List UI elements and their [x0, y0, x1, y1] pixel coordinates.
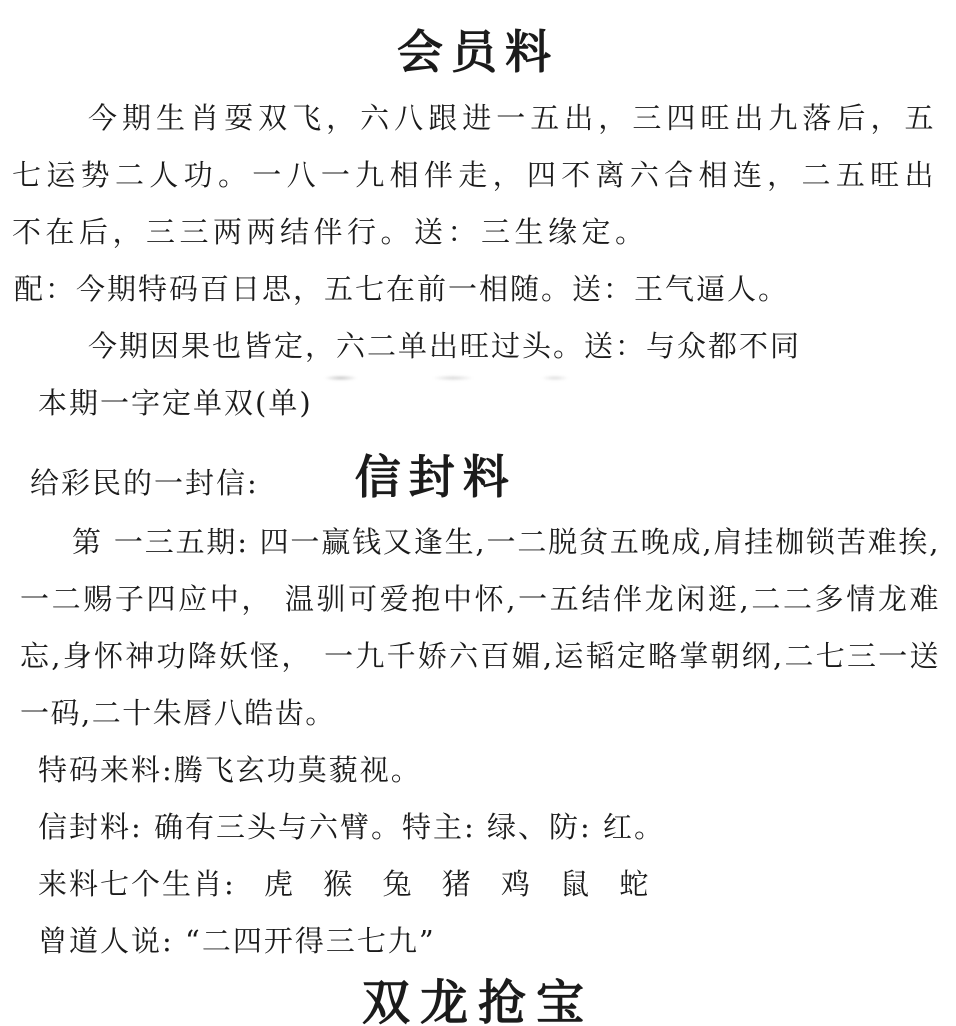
- zodiac-item-monkey: 猴: [323, 867, 355, 901]
- member-section-title: 会员料: [397, 25, 559, 79]
- member-line-yinguo: 今期因果也皆定，六二单出旺过头。送：与众都不同: [88, 329, 802, 363]
- member-paragraph: 今期生肖耍双飞，六八跟进一五出，三四旺出九落后，五七运势二人功。一八一九相伴走，四不离六合相连，二五旺出不在后，三三两两结伴行。送：三生缘定。: [12, 101, 938, 249]
- zengdaoren-line: 曾道人说: “二四开得三七九”: [38, 924, 436, 958]
- member-line-danshuang: 本期一字定单双(单): [38, 386, 313, 420]
- envelope-paragraph: 第 一三五期: 四一赢钱又逢生,一二脱贫五晚成,肩挂枷锁苦难挨,一二赐子四应中， 温驯可爱抱中怀,一五结伴龙闲逛,二二多情龙难忘,身怀神功降妖怪， 一九千娇六百媚,运韬定略掌朝纲,二七三一送一码,二十朱唇八皓齿。: [20, 525, 940, 730]
- member-line-pei: 配：今期特码百日思，五七在前一相随。送：王气逼人。: [14, 272, 790, 306]
- zodiac-line: [38, 856, 956, 913]
- footer-title: 双龙抢宝: [361, 975, 594, 1026]
- envelope-intro-row: [0, 446, 956, 508]
- zodiac-item-pig: 猪: [441, 867, 473, 901]
- zodiac-item-snake: 蛇: [619, 867, 651, 901]
- envelope-section-title: 信封料: [354, 450, 517, 504]
- zodiac-item-tiger: 虎: [264, 867, 296, 901]
- zodiac-item-rooster: 鸡: [500, 867, 532, 901]
- special-code-line: 特码来料:腾飞玄功莫藐视。: [38, 753, 422, 787]
- envelope-line: 信封料: 确有三头与六臂。特主: 绿、防: 红。: [38, 810, 665, 844]
- zodiac-label: 来料七个生肖:: [38, 867, 236, 901]
- zodiac-item-rabbit: 兔: [382, 867, 414, 901]
- envelope-intro-label: 给彩民的一封信:: [30, 466, 259, 500]
- zodiac-item-rat: 鼠: [560, 867, 592, 901]
